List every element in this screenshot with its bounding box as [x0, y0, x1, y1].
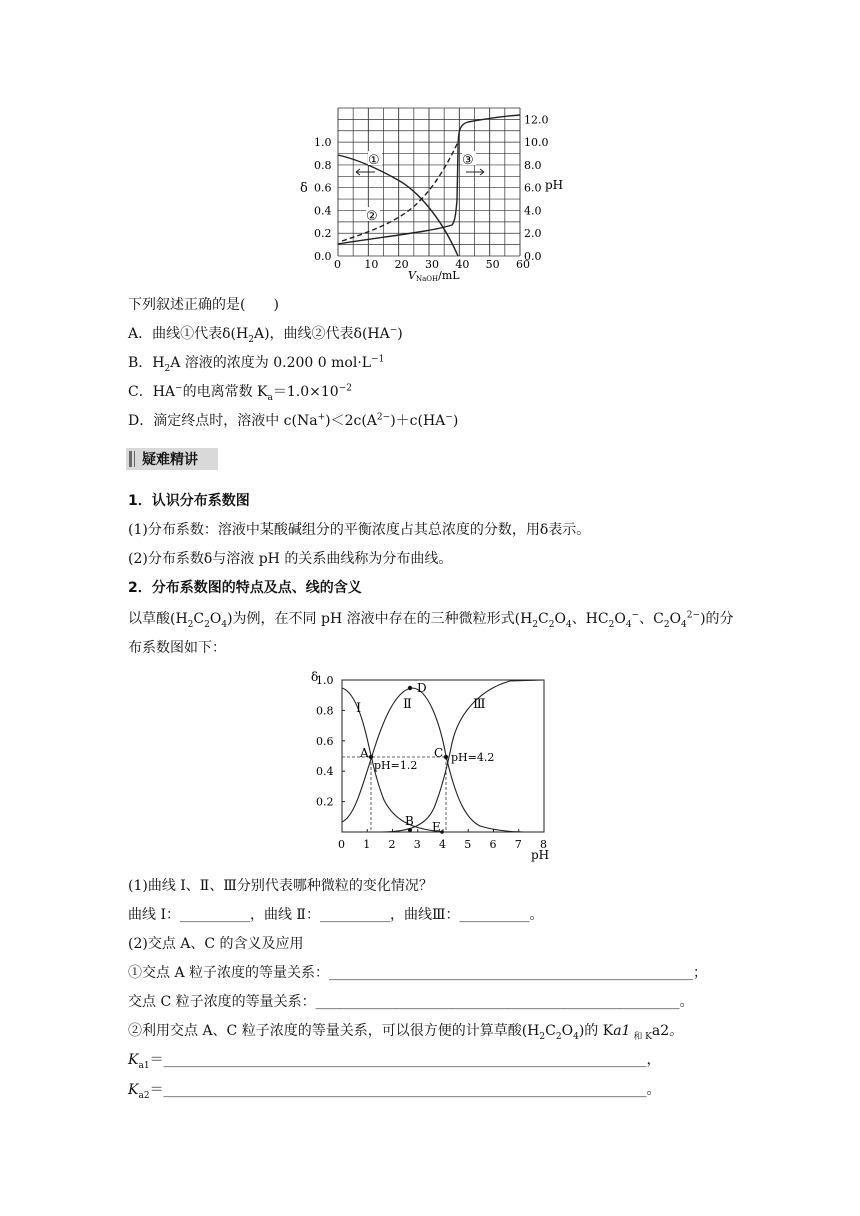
x-tick: 30: [425, 258, 439, 271]
curve-label-III: Ⅲ: [473, 697, 486, 712]
curve-II: [342, 688, 530, 832]
chart1-grid: [338, 108, 520, 256]
paragraph-3a-seg: 2: [204, 619, 210, 630]
option-c: C．HA−的电离常数 $K_a=1.0\times 10^{-2}$: [128, 383, 352, 403]
paragraph-3a-seg: O: [669, 611, 682, 627]
q1-blanks[interactable]: 曲线 Ⅰ：__________，曲线 Ⅱ：__________，曲线Ⅲ：__________。: [128, 907, 544, 923]
paragraph-3a-seg: −: [631, 610, 640, 621]
heading-2: 2．分布系数图的特点及点、线的含义: [128, 580, 362, 596]
paragraph-3a-seg: O: [554, 611, 566, 627]
heading-1: 1．认识分布系数图: [128, 493, 250, 509]
annotation-ph42: pH=4.2: [451, 751, 495, 764]
option-d: D．滴定终点时，溶液中 $c(Na^+)<2c(A^{2-})+c(HA^-)$: [128, 412, 459, 429]
paragraph-3a-seg: O: [209, 611, 222, 627]
curve-label-II: Ⅱ: [403, 697, 412, 712]
left-tick: 0.8: [314, 158, 332, 172]
x-tick: 7: [514, 838, 522, 851]
y-tick: 0.6: [316, 734, 334, 748]
point-b: B: [405, 814, 414, 828]
x-tick: 5: [464, 838, 472, 851]
right-tick: 8.0: [524, 158, 542, 172]
paragraph-3a-seg: 以草酸(H: [128, 611, 188, 627]
left-tick: 0.4: [314, 204, 332, 218]
right-tick: 10.0: [524, 136, 549, 150]
paragraph-3a-seg: O: [614, 611, 626, 627]
ka2-line[interactable]: $K_{a2}=\_\_\_\_\_\_\_\_\_\_\_\_\_\_\_\_\_\_\_\_\_\_\_\_\_\_\_\_\_\_\_\_\_\_\_\_\_\_\_\_\_\_\_\_\_\_\_\_\_\_\_\_\_\_\_\_\_\_\_\_\_\_\_\_\_\_\_\_\_$。: [128, 1082, 661, 1101]
paragraph-3a-seg: 2: [663, 619, 670, 630]
paragraph-1: (1)分布系数：溶液中某酸碱组分的平衡浓度占其总浓度的分数，用δ表示。: [128, 522, 591, 538]
chart2-x-label: pH: [531, 848, 550, 862]
q2: (2)交点 A、C 的含义及应用: [128, 936, 304, 952]
q2a[interactable]: ①交点 A 粒子浓度的等量关系：____________________________________________________；: [128, 965, 708, 981]
right-tick: 4.0: [524, 204, 542, 218]
y-tick: 0.2: [316, 795, 334, 809]
paragraph-3a-seg: 2: [608, 619, 615, 630]
chart2-y-label: δ: [311, 670, 319, 684]
question-stem: 下列叙述正确的是( ): [128, 297, 279, 313]
paragraph-3a-seg: 2: [548, 619, 555, 630]
marker-3: ③: [462, 153, 474, 168]
arrow-right: [466, 169, 484, 175]
paragraph-3a-seg: 4: [221, 619, 228, 630]
left-tick: 1.0: [314, 136, 332, 150]
y-tick: 0.8: [316, 704, 334, 718]
x-tick: 3: [413, 838, 421, 851]
left-tick: 0.2: [314, 227, 332, 241]
paragraph-3a: [128, 609, 734, 629]
marker-2: ②: [366, 209, 378, 224]
y-tick: 1.0: [316, 674, 334, 687]
distribution-chart: [0, 668, 860, 868]
x-tick: 40: [455, 258, 470, 271]
paragraph-2: (2)分布系数δ与溶液 pH 的关系曲线称为分布曲线。: [128, 551, 453, 567]
x-tick: 4: [439, 838, 446, 851]
annotation-ph12: pH=1.2: [374, 759, 418, 772]
left-tick: 0.6: [314, 181, 332, 195]
x-tick: 10: [364, 258, 379, 271]
q2c: ②利用交点 A、C 粒子浓度的等量关系，可以很方便的计算草酸$(H_2C_2O_4)$的 Ka1 $_{和 K}$a2。: [128, 1023, 684, 1042]
curve-label-I: Ⅰ: [356, 701, 362, 716]
paragraph-3a-seg: C: [193, 611, 205, 627]
x-tick: 8: [540, 838, 547, 851]
x-tick: 50: [485, 258, 500, 271]
paragraph-3a-seg: 、C: [639, 611, 664, 627]
x-tick: 60: [516, 258, 530, 271]
chart1-x-label: VNaOH/mL: [408, 269, 460, 283]
chart1-left-label: δ: [300, 181, 308, 196]
paragraph-3a-seg: 2−: [686, 610, 701, 621]
point-a: A: [360, 746, 369, 760]
option-a: A．曲线①代表$\delta(H_2A)$，曲线②代表δ(HA−): [128, 325, 403, 345]
x-tick: 1: [363, 838, 371, 851]
x-tick: 0: [334, 258, 341, 271]
paragraph-3a-seg: 4: [681, 619, 687, 630]
q2b[interactable]: 交点 C 粒子浓度的等量关系：____________________________________________________。: [128, 994, 694, 1010]
chart1-right-label: pH: [545, 178, 564, 192]
point-e: E: [432, 820, 441, 834]
marker-1: ①: [368, 153, 380, 168]
paragraph-3a-seg: )的分: [700, 611, 734, 627]
x-tick: 2: [388, 838, 396, 851]
right-tick: 0.0: [524, 250, 542, 263]
x-tick: 6: [489, 838, 497, 851]
x-tick: 20: [394, 258, 409, 271]
paragraph-3a-seg: 4: [625, 619, 632, 630]
arrow-left: [356, 169, 375, 175]
paragraph-3a-seg: 2: [187, 619, 194, 630]
right-tick: 12.0: [524, 113, 549, 127]
curve-2: [342, 142, 458, 241]
ka1-line[interactable]: $K_{a1}=\_\_\_\_\_\_\_\_\_\_\_\_\_\_\_\_\_\_\_\_\_\_\_\_\_\_\_\_\_\_\_\_\_\_\_\_\_\_\_\_\_\_\_\_\_\_\_\_\_\_\_\_\_\_\_\_\_\_\_\_\_\_\_\_\_\_\_\_\_$，: [128, 1052, 661, 1071]
point-c: C: [434, 746, 444, 760]
paragraph-3a-seg: 4: [565, 619, 572, 630]
paragraph-3b: 布系数图如下：: [128, 640, 226, 656]
paragraph-3a-seg: 、HC: [571, 611, 609, 627]
point-d: D: [417, 681, 427, 695]
right-tick: 6.0: [524, 181, 542, 195]
option-b: B．$H_2A$ 溶液的浓度为 0.200 0 $mol\cdot L^{-1}$: [128, 354, 385, 374]
paragraph-3a-seg: C: [538, 611, 549, 627]
x-tick: 0: [338, 838, 345, 851]
section-banner: 疑难精讲: [126, 448, 218, 470]
y-tick: 0.4: [316, 765, 334, 779]
paragraph-3a-seg: 2: [532, 619, 539, 630]
titration-chart: [0, 0, 860, 290]
q1: (1)曲线 Ⅰ、Ⅱ、Ⅲ分别代表哪种微粒的变化情况？: [128, 878, 433, 894]
chart1-ticks: [314, 113, 549, 271]
paragraph-3a-seg: )为例，在不同 pH 溶液中存在的三种微粒形式(H: [227, 611, 533, 627]
right-tick: 2.0: [524, 227, 542, 241]
left-tick: 0.0: [314, 250, 332, 263]
